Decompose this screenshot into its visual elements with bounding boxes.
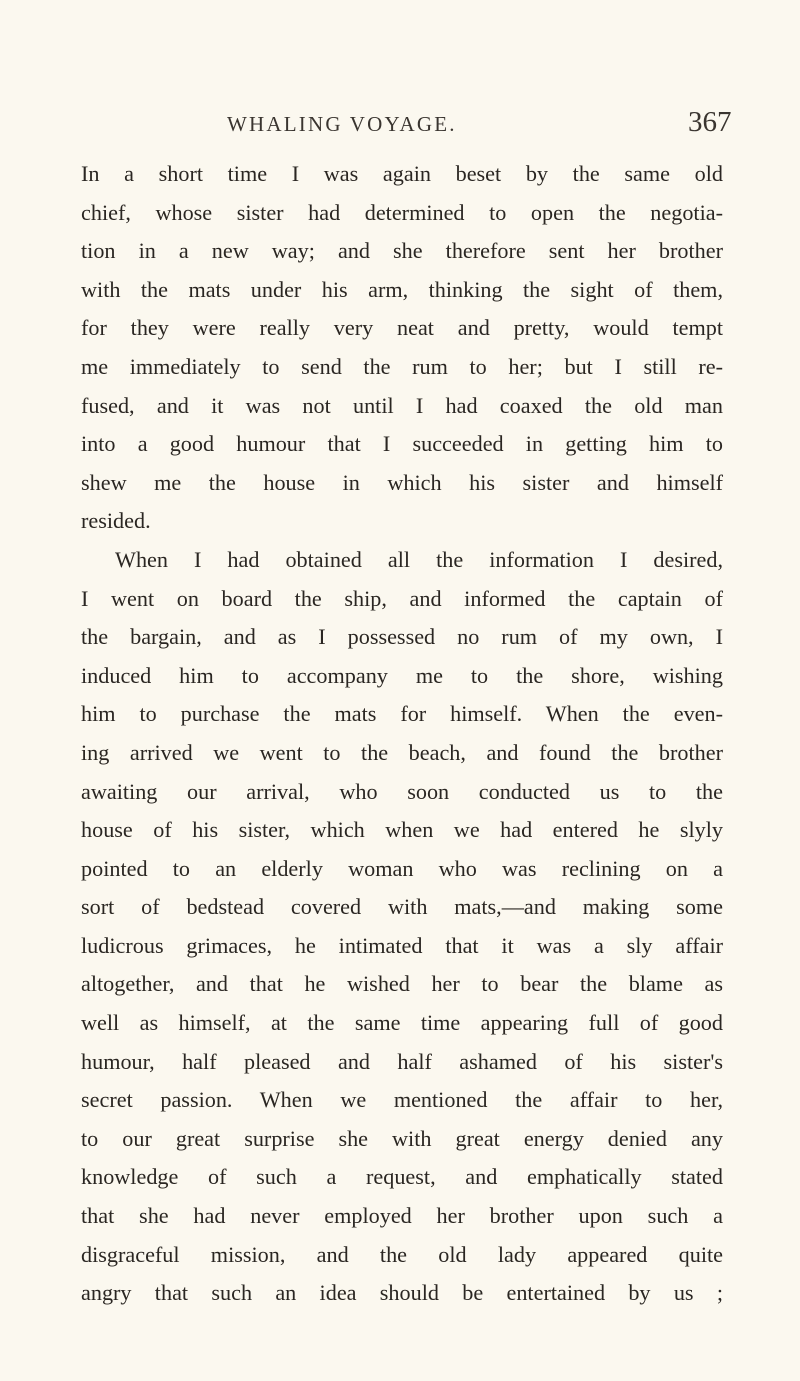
page-number: 367 (688, 106, 732, 138)
body-text (81, 155, 723, 1313)
text-line: tion in a new way; and she therefore sent her brother (81, 238, 723, 264)
text-line: the bargain, and as I possessed no rum of my own, I (81, 624, 723, 650)
text-line: well as himself, at the same time appearing full of good (81, 1010, 723, 1036)
text-line: fused, and it was not until I had coaxed the old man (81, 392, 723, 418)
text-line: for they were really very neat and pretty, would tempt (81, 315, 723, 341)
text-line: to our great surprise she with great energy denied any (81, 1125, 723, 1151)
text-line: secret passion. When we mentioned the affair to her, (81, 1087, 723, 1113)
text-line: me immediately to send the rum to her; but I still re- (81, 353, 723, 379)
text-line-paragraph-end: resided. (81, 508, 151, 534)
text-line: that she had never employed her brother upon such a (81, 1203, 723, 1229)
text-line: house of his sister, which when we had entered he slyly (81, 817, 723, 843)
text-line: chief, whose sister had determined to open the negotia- (81, 199, 723, 225)
text-line: disgraceful mission, and the old lady appeared quite (81, 1241, 723, 1267)
text-line: pointed to an elderly woman who was reclining on a (81, 855, 723, 881)
text-line: angry that such an idea should be entertained by us ; (81, 1280, 723, 1306)
running-title: WHALING VOYAGE. (227, 112, 457, 136)
text-line: awaiting our arrival, who soon conducted us to the (81, 778, 723, 804)
text-line: knowledge of such a request, and emphatically stated (81, 1164, 723, 1190)
text-line: shew me the house in which his sister and himself (81, 469, 723, 495)
text-line: I went on board the ship, and informed the captain of (81, 585, 723, 611)
text-line: him to purchase the mats for himself. When the even- (81, 701, 723, 727)
text-line: ing arrived we went to the beach, and found the brother (81, 739, 723, 765)
text-line: humour, half pleased and half ashamed of his sister's (81, 1048, 723, 1074)
text-line-paragraph-start: When I had obtained all the information I desired, (115, 546, 723, 572)
page-header (0, 106, 800, 146)
text-line: ludicrous grimaces, he intimated that it was a sly affair (81, 932, 723, 958)
text-line: into a good humour that I succeeded in getting him to (81, 431, 723, 457)
text-line: induced him to accompany me to the shore, wishing (81, 662, 723, 688)
text-line: sort of bedstead covered with mats,—and making some (81, 894, 723, 920)
text-line: altogether, and that he wished her to bear the blame as (81, 971, 723, 997)
text-line: with the mats under his arm, thinking the sight of them, (81, 276, 723, 302)
text-line: In a short time I was again beset by the same old (81, 161, 723, 186)
